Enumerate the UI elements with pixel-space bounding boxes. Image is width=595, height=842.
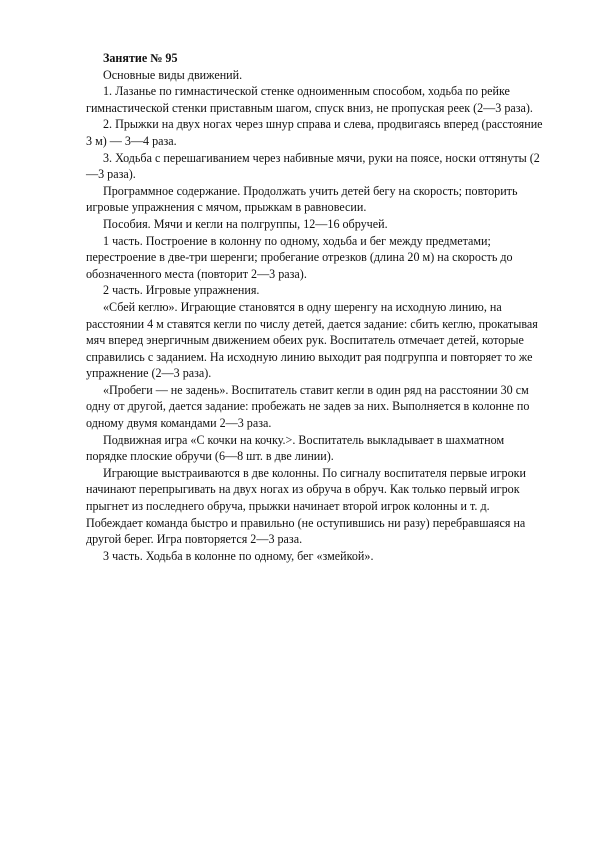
paragraph-game-run-past: «Пробеги — не задень». Воспитатель ставит кегли в один ряд на расстоянии 30 см одну от другой, дается задание: пробежать не задев за них. Выполняется в колонне по одному двумя командами 2—3 раза.	[86, 382, 530, 431]
paragraph-exercise-2: 2. Прыжки на двух ногах через шнур справа и слева, продвигаясь вперед (расстояние 3 м) — 3—4 раза.	[86, 117, 543, 148]
paragraph-materials: Пособия. Мячи и кегли на полгруппы, 12—16 обручей.	[103, 216, 388, 231]
paragraph-exercise-3: 3. Ходьба с перешагиванием через набивные мячи, руки на поясе, носки оттянуты (2—3 раза).	[86, 150, 540, 182]
lesson-title: Занятие № 95	[103, 51, 178, 65]
paragraph-game-knock-pin: «Сбей кеглю». Играющие становятся в одну шеренгу на исходную линию, на расстоянии 4 м ставятся кегли по числу детей, дается задание: сбить кеглю, прокатывая мяч вперед энергичным движением обеих рук. Воспитатель отмечает детей, которые справились с заданием. На исходную линию выходит рая подгруппа и повторяет то же упражнение (2—3 раза).	[86, 299, 538, 381]
paragraph-part-1: 1 часть. Построение в колонну по одному, ходьба и бег между предметами; перестроение в две-три шеренги; пробегание отрезков (длина 20 м) на скорость до обозначенного места (повторит 2—3 раза).	[86, 233, 513, 281]
paragraph-main-movements: Основные виды движений.	[103, 67, 243, 82]
paragraph-part-2: 2 часть. Игровые упражнения.	[103, 283, 260, 298]
paragraph-active-game: Подвижная игра «С кочки на кочку.>. Воспитатель выкладывает в шахматном порядке плоские обручи (6—8 шт. в две линии).	[86, 432, 505, 464]
paragraph-program-content: Программное содержание. Продолжать учить детей бегу на скорость; повторить игровые упражнения с мячом, прыжкам в равновесии.	[86, 183, 518, 215]
paragraph-game-rules: Играющие выстраиваются в две колонны. По сигналу воспитателя первые игроки начинают перепрыгивать на двух ногах из обруча в обруч. Как только первый игрок прыгнет из последнего обруча, прыжки начинает второй игрок колонны и т. д. Побеждает команда быстро и правильно (не оступившись ни разу) перебравшаяся на другой берег. Игра повторяется 2—3 раза.	[86, 465, 526, 547]
paragraph-exercise-1: 1. Лазанье по гимнастической стенке одноименным способом, ходьба по рейке гимнастической стенки приставным шагом, спуск вниз, не пропуская реек (2—3 раза).	[86, 84, 533, 115]
paragraph-part-3: 3 часть. Ходьба в колонне по одному, бег «змейкой».	[103, 548, 374, 563]
document-body	[86, 50, 548, 564]
